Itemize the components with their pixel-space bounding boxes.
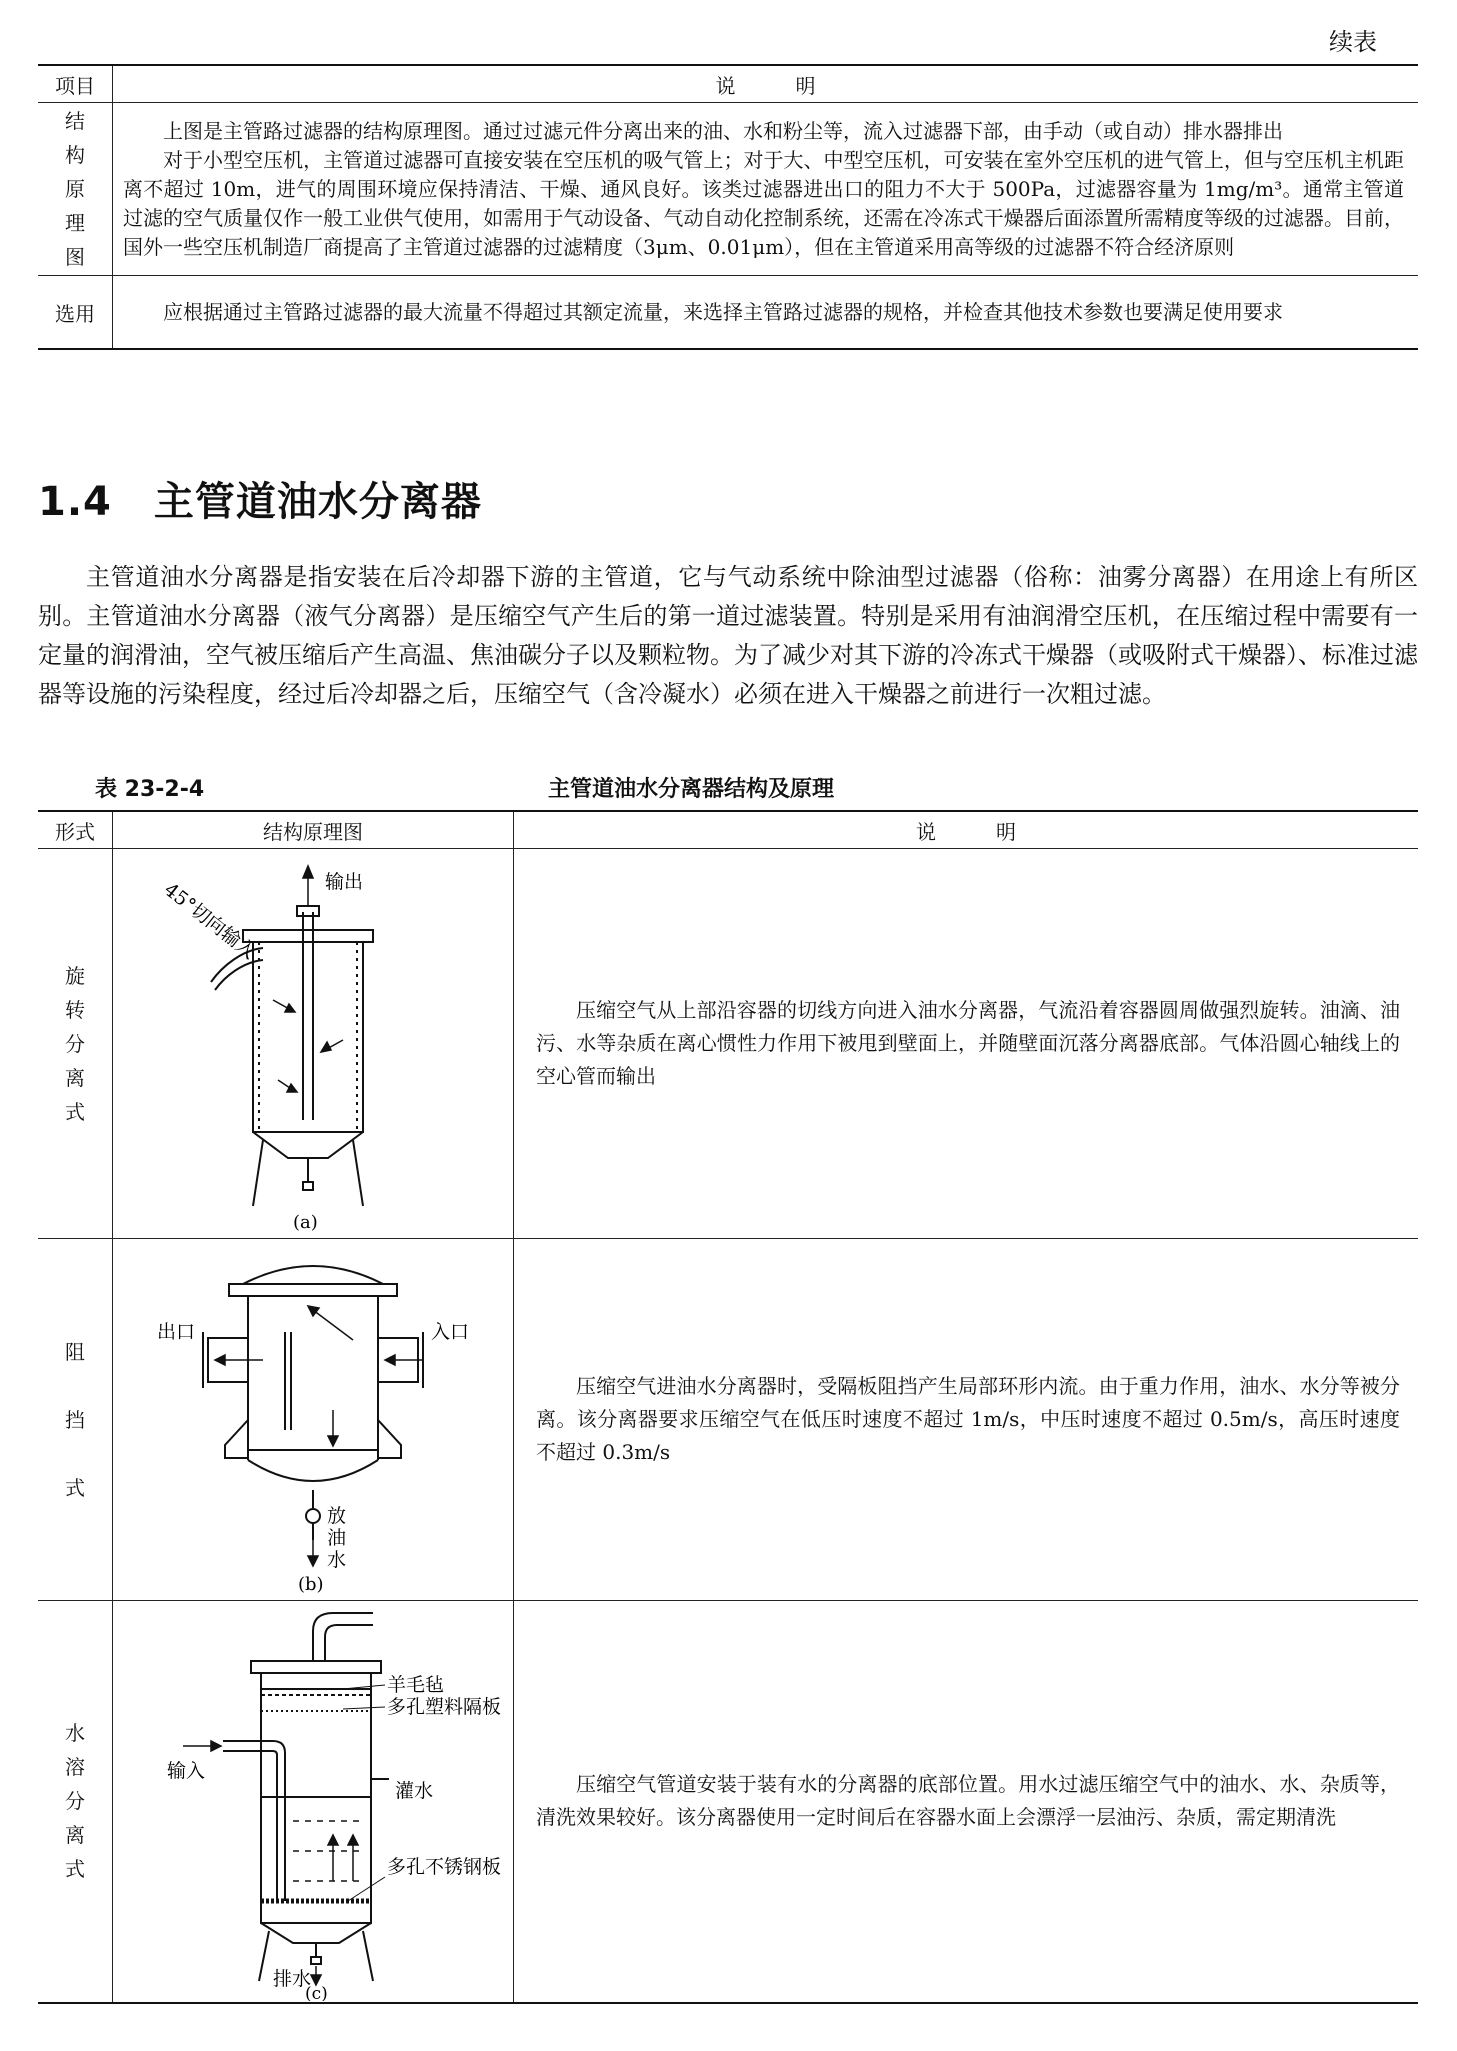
fig-b-drain-label-1: 放 (327, 1504, 347, 1527)
fig-b-drain-label-3: 水 (327, 1548, 347, 1571)
structure-paragraph-1: 上图是主管路过滤器的结构原理图。通过过滤元件分离出来的油、水和粉尘等，流入过滤器下部，由手动（或自动）排水器排出 (163, 118, 1283, 143)
rotary-description (514, 849, 1419, 1239)
section-paragraph: 主管道油水分离器是指安装在后冷却器下游的主管道，它与气动系统中除油型过滤器（俗称：油雾分离器）在用途上有所区别。主管道油水分离器（液气分离器）是压缩空气产生后的第一道过滤装置。特别是采用有油润滑空压机，在压缩过程中需要有一定量的润滑油，空气被压缩后产生高温、焦油碳分子以及颗粒物。为了减少对其下游的冷冻式干燥器（或吸附式干燥器）、标准过滤器等设施的污染程度，经过后冷却器之后，压缩空气（含冷凝水）必须在进入干燥器之前进行一次粗过滤。 (38, 563, 1418, 708)
form-label-rotary: 旋 转 分 离 式 (38, 849, 113, 1239)
rotary-description-text: 压缩空气从上部沿容器的切线方向进入油水分离器，气流沿着容器圆周做强烈旋转。油滴、油污、水等杂质在离心惯性力作用下被甩到壁面上，并随壁面沉落分离器底部。气体沿圆心轴线上的空心管而输出 (536, 998, 1400, 1088)
rotary-separator-diagram (113, 850, 513, 1238)
header-item: 项目 (38, 65, 113, 103)
structure-paragraph-2: 对于小型空压机，主管道过滤器可直接安装在空压机的吸气管上；对于大、中型空压机，可安装在室外空压机的进气管上，但与空压机主机距离不超过 10m，进气的周围环境应保持清洁、干燥、通风良好。该类过滤器进出口的阻力不大于 500Pa，过滤器容量为 1mg/m³。通常主管道过滤的空气质量仅作一般工业供气使用，如需用于气动设备、气动自动化控制系统，还需在冷冻式干燥器后面添置所需精度等级的过滤器。目前，国外一些空压机制造厂商提高了主管道过滤器的过滤精度（3μm、0.01μm），但在主管道采用高等级的过滤器不符合经济原则 (123, 147, 1404, 259)
continued-label: 续表 (1329, 28, 1377, 56)
selection-description (113, 276, 1419, 350)
row-label-selection: 选用 (38, 276, 113, 350)
baffle-description-text: 压缩空气进油水分离器时，受隔板阻挡产生局部环形内流。由于重力作用，油水、水分等被分离。该分离器要求压缩空气在低压时速度不超过 1m/s，中压时速度不超过 0.5m/s，高压时速度不超过 0.3m/s (536, 1374, 1400, 1464)
table-caption: 主管道油水分离器结构及原理 (548, 777, 835, 802)
baffle-description (514, 1239, 1419, 1601)
fig-c-felt-label: 羊毛毡 (387, 1674, 445, 1697)
fig-b-inlet-label: 入口 (431, 1320, 470, 1343)
row-label-structure: 结 构 原 理 图 (38, 103, 113, 276)
header-form: 形式 (38, 811, 113, 849)
fig-c-drain-label: 排水 (273, 1968, 312, 1991)
form-label-water: 水 溶 分 离 式 (38, 1601, 113, 2003)
fig-c-plastic-label: 多孔塑料隔板 (387, 1696, 502, 1719)
fig-c-steel-label: 多孔不锈钢板 (387, 1856, 502, 1879)
section-title-text: 主管道油水分离器 (153, 479, 482, 525)
fig-a-output-label: 输出 (325, 870, 364, 893)
figure-b-cell (113, 1239, 514, 1601)
table-number: 表 23-2-4 (95, 777, 205, 802)
header-explanation: 说 明 (916, 819, 1016, 844)
continued-table (38, 64, 1418, 350)
separator-table (38, 810, 1418, 2004)
header-description: 说 明 (715, 73, 816, 98)
section-number: 1.4 (38, 479, 112, 525)
fig-b-label: (b) (298, 1573, 324, 1595)
figure-c-cell (113, 1601, 514, 2003)
form-label-baffle: 阻 挡 式 (38, 1239, 113, 1601)
section-body (38, 558, 1418, 714)
fig-c-fill-label: 灌水 (395, 1780, 434, 1803)
section-title (38, 470, 482, 527)
figure-a-cell (113, 849, 514, 1239)
fig-b-drain-label-2: 油 (327, 1526, 347, 1549)
selection-paragraph: 应根据通过主管路过滤器的最大流量不得超过其额定流量，来选择主管路过滤器的规格，并检查其他技术参数也要满足使用要求 (163, 299, 1283, 324)
fig-c-input-label: 输入 (167, 1760, 206, 1783)
baffle-separator-diagram (113, 1240, 513, 1600)
water-separator-diagram (113, 1601, 513, 2001)
fig-b-outlet-label: 出口 (157, 1320, 196, 1343)
fig-c-label: (c) (305, 1984, 328, 2002)
fig-a-input-label: 45°切向输入 (159, 878, 260, 963)
fig-a-label: (a) (293, 1211, 318, 1233)
header-diagram: 结构原理图 (113, 811, 514, 849)
water-description-text: 压缩空气管道安装于装有水的分离器的底部位置。用水过滤压缩空气中的油水、水、杂质等，清洗效果较好。该分离器使用一定时间后在容器水面上会漂浮一层油污、杂质，需定期清洗 (536, 1772, 1400, 1830)
water-description (514, 1601, 1419, 2003)
structure-description (113, 103, 1419, 276)
